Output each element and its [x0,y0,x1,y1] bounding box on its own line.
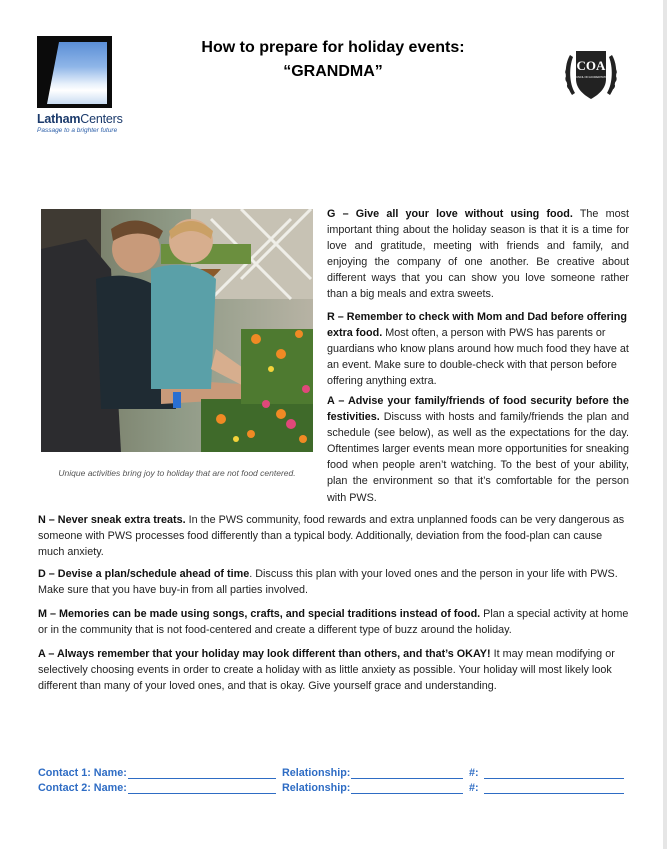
page-edge [663,0,667,849]
contact-number-label: #: [469,782,479,794]
contact-name-label: Contact 2: Name: [38,782,127,794]
section-n: N – Never sneak extra treats. In the PWS community, food rewards and extra unplanned foods can be very dangerous as someone with PWS processes food differently than a typical body. Additionally, deviation from the food-plan can cause much anxiety. [38,514,625,559]
contact-relationship-label: Relationship: [282,767,351,779]
section-a2: A – Always remember that your holiday may look different than others, and that’s OKAY! It may mean modifying or selectively choosing events in order to create a holiday with as little anxiety as possible. Your holiday will most likely look different than many of your loved ones, and that is okay. Give yourself grace and understanding. [38,648,615,693]
contact-relationship-field[interactable] [351,782,463,794]
svg-text:COUNCIL ON ACCREDITATION: COUNCIL ON ACCREDITATION [572,76,610,79]
page-title: How to prepare for holiday events: [201,39,465,56]
section-d: D – Devise a plan/schedule ahead of time. Discuss this plan with your loved ones and the person in your life with PWS. Make sure that you have buy-in from all parties involved. [38,568,618,597]
contact-number-label: #: [469,767,479,779]
section-r: R – Remember to check with Mom and Dad before offering extra food. Most often, a person with PWS has parents or guardians who know plans around how much food they have at an event. Make sure to double-check with that person before offering anything extra. [327,311,629,388]
latham-centers-logo [37,36,123,136]
coa-seal-icon [558,43,624,107]
contact-name-field[interactable] [128,782,276,794]
contact-number-field[interactable] [484,767,624,779]
page-subtitle: “GRANDMA” [283,63,383,80]
contact-name-label: Contact 1: Name: [38,767,127,779]
contact-relationship-field[interactable] [351,767,463,779]
contact-name-field[interactable] [128,767,276,779]
contact-relationship-label: Relationship: [282,782,351,794]
gardening-photo [41,209,313,452]
contact-number-field[interactable] [484,782,624,794]
logo-tagline: Passage to a brighter future [37,127,118,134]
section-g: G – Give all your love without using food. The most important thing about the holiday season is that it is a time for love and gratitude, meeting with friends and family, and enjoying the company of one another. Be creative about different ways that you can show you love someone rather than a big meals and extra sweets. [327,208,629,301]
svg-text:COA: COA [576,58,606,73]
section-a1: A – Advise your family/friends of food security before the festivities. Discuss with hosts and family/friends the plan and schedule (see below), as well as the expectations for the day. Oftentimes larger events mean more opportunities for sneaking food when people aren’t watching. To the best of your ability, plan the environment so that it’s comfortable for the person with PWS. [327,395,629,504]
logo-brand-name: LathamCenters [37,112,123,126]
window-logo-icon [37,36,112,108]
photo-caption: Unique activities bring joy to holiday that are not food centered. [58,468,296,478]
section-m: M – Memories can be made using songs, crafts, and special traditions instead of food. Plan a special activity at home or in the community that is not food-centered and create a different type of buzz around the holiday. [38,608,629,637]
